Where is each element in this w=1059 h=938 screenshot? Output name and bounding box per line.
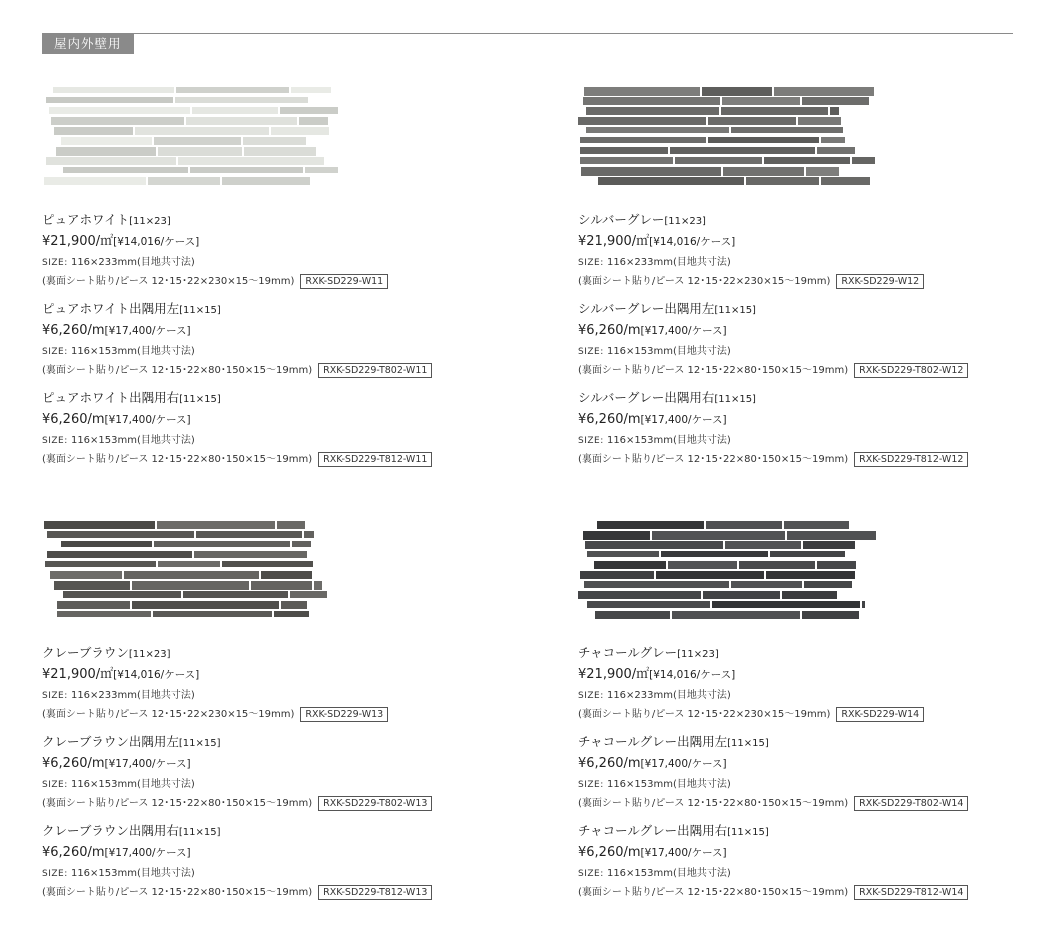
tile-strip bbox=[45, 561, 156, 567]
tile-strip bbox=[290, 591, 327, 598]
product-dim: [11×15] bbox=[178, 827, 221, 838]
tile-strip bbox=[54, 581, 130, 590]
tile-strip bbox=[585, 541, 723, 549]
product-name: シルバーグレー bbox=[578, 212, 665, 227]
size-value: 116×153mm(目地共寸法) bbox=[70, 779, 195, 790]
product-price: ¥6,260/m bbox=[578, 756, 641, 771]
tile-strip bbox=[817, 561, 856, 569]
tile-strip bbox=[766, 571, 855, 579]
product-item bbox=[42, 389, 502, 468]
product-name: ピュアホワイト出隅用左 bbox=[42, 301, 180, 316]
tile-strip bbox=[63, 591, 181, 598]
tile-strip bbox=[46, 157, 176, 165]
spec-text: (裏面シート貼り/ピース 12･15･22×80･150×15～19mm) bbox=[578, 798, 849, 809]
product-name: チャコールグレー bbox=[578, 645, 678, 660]
tile-strip bbox=[61, 541, 152, 547]
size-label: SIZE: bbox=[578, 869, 604, 879]
tile-strip bbox=[578, 591, 701, 599]
tile-strip bbox=[261, 571, 312, 579]
product-dim: [11×15] bbox=[714, 305, 756, 316]
tile-strip bbox=[583, 97, 720, 105]
product-price: ¥6,260/m bbox=[578, 323, 641, 338]
size-value: 116×153mm(目地共寸法) bbox=[70, 435, 195, 446]
tile-strip bbox=[277, 521, 305, 529]
product-code: RXK-SD229-W11 bbox=[300, 274, 388, 289]
product-item bbox=[578, 300, 1038, 379]
size-value: 116×153mm(目地共寸法) bbox=[606, 435, 731, 446]
spec-text: (裏面シート貼り/ピース 12･15･22×230×15～19mm) bbox=[578, 276, 831, 287]
product-name: シルバーグレー出隅用左 bbox=[578, 301, 715, 316]
category-label: 屋内外壁用 bbox=[42, 33, 134, 54]
tile-strip bbox=[63, 167, 188, 173]
tile-strip bbox=[774, 87, 874, 96]
tile-strip bbox=[175, 97, 308, 103]
spec-text: (裏面シート貼り/ピース 12･15･22×80･150×15～19mm) bbox=[42, 365, 313, 376]
tile-strip bbox=[852, 157, 875, 164]
tile-strip bbox=[56, 147, 156, 156]
tile-strip bbox=[598, 177, 744, 185]
tile-strip bbox=[802, 611, 859, 619]
product-dim: [11×23] bbox=[677, 649, 719, 660]
tile-strip bbox=[186, 117, 297, 125]
tile-strip bbox=[53, 87, 174, 93]
tile-strip bbox=[770, 551, 845, 557]
spec-text: (裏面シート貼り/ピース 12･15･22×230×15～19mm) bbox=[42, 709, 295, 720]
tile-strip bbox=[44, 521, 155, 529]
product-name: ピュアホワイト出隅用右 bbox=[42, 390, 180, 405]
tile-strip bbox=[154, 541, 290, 547]
tile-strip bbox=[806, 167, 839, 176]
tile-strip bbox=[764, 157, 850, 164]
size-label: SIZE: bbox=[578, 691, 604, 701]
size-value: 116×153mm(目地共寸法) bbox=[70, 868, 195, 879]
tile-strip bbox=[194, 551, 307, 558]
product-code: RXK-SD229-T812-W14 bbox=[854, 885, 968, 900]
tile-strip bbox=[803, 541, 855, 549]
tile-strip bbox=[706, 521, 782, 529]
tile-strip bbox=[708, 117, 796, 125]
product-price: ¥21,900/㎡ bbox=[42, 667, 114, 682]
product-price: ¥21,900/㎡ bbox=[578, 667, 650, 682]
tile-strip bbox=[581, 167, 721, 176]
spec-text: (裏面シート貼り/ピース 12･15･22×230×15～19mm) bbox=[42, 276, 295, 287]
tile-strip bbox=[787, 531, 876, 540]
product-item bbox=[578, 389, 1038, 468]
product-price: ¥6,260/m bbox=[42, 756, 105, 771]
product-block-clay-brown bbox=[42, 644, 502, 901]
product-dim: [11×15] bbox=[714, 394, 756, 405]
case-price: [¥17,400/ケース] bbox=[640, 414, 727, 426]
tile-strip bbox=[580, 157, 673, 164]
tile-strip bbox=[304, 531, 314, 538]
spec-text: (裏面シート貼り/ピース 12･15･22×80･150×15～19mm) bbox=[578, 454, 849, 465]
tile-strip bbox=[731, 581, 802, 588]
product-name: チャコールグレー出隅用左 bbox=[578, 734, 728, 749]
product-code: RXK-SD229-T802-W13 bbox=[318, 796, 432, 811]
tile-strip bbox=[274, 611, 309, 617]
case-price: [¥14,016/ケース] bbox=[113, 669, 200, 681]
case-price: [¥17,400/ケース] bbox=[640, 758, 727, 770]
case-price: [¥17,400/ケース] bbox=[104, 847, 191, 859]
tile-strip bbox=[192, 107, 278, 114]
spec-text: (裏面シート貼り/ピース 12･15･22×80･150×15～19mm) bbox=[578, 365, 849, 376]
size-value: 116×153mm(目地共寸法) bbox=[606, 346, 731, 357]
product-code: RXK-SD229-T802-W11 bbox=[318, 363, 432, 378]
tile-strip bbox=[46, 97, 173, 103]
tile-strip bbox=[862, 601, 865, 608]
size-label: SIZE: bbox=[578, 436, 604, 446]
tile-strip bbox=[178, 157, 324, 165]
tile-strip bbox=[190, 167, 303, 173]
tile-strip bbox=[580, 147, 668, 154]
tile-strip bbox=[584, 581, 729, 588]
tile-strip bbox=[652, 531, 785, 540]
tile-strip bbox=[158, 147, 242, 156]
product-dim: [11×23] bbox=[128, 649, 171, 660]
tile-strip bbox=[154, 137, 241, 145]
tile-strip bbox=[580, 137, 706, 143]
size-value: 116×153mm(目地共寸法) bbox=[70, 346, 195, 357]
spec-text: (裏面シート貼り/ピース 12･15･22×230×15～19mm) bbox=[578, 709, 831, 720]
size-label: SIZE: bbox=[42, 347, 68, 357]
tile-strip bbox=[280, 107, 338, 114]
product-dim: [11×15] bbox=[179, 394, 221, 405]
tile-strip bbox=[821, 177, 870, 185]
tile-strip bbox=[183, 591, 288, 598]
size-label: SIZE: bbox=[42, 869, 68, 879]
tile-strip bbox=[597, 521, 704, 529]
product-item bbox=[42, 822, 502, 901]
tile-strip bbox=[708, 137, 819, 143]
tile-strip bbox=[817, 147, 855, 154]
product-item bbox=[578, 644, 1038, 723]
tile-strip bbox=[723, 167, 804, 176]
tile-strip bbox=[47, 531, 194, 538]
product-code: RXK-SD229-W13 bbox=[300, 707, 388, 722]
product-item bbox=[42, 300, 502, 379]
tile-strip bbox=[672, 611, 800, 619]
tile-strip bbox=[61, 137, 152, 145]
tile-strip bbox=[132, 601, 279, 609]
tile-strip bbox=[595, 611, 670, 619]
product-price: ¥6,260/m bbox=[42, 412, 105, 427]
product-name: シルバーグレー出隅用右 bbox=[578, 390, 715, 405]
product-price: ¥6,260/m bbox=[578, 845, 641, 860]
tile-strip bbox=[124, 571, 259, 579]
tile-strip bbox=[49, 107, 190, 114]
size-label: SIZE: bbox=[578, 780, 604, 790]
product-block-pure-white bbox=[42, 211, 502, 468]
tile-strip bbox=[291, 87, 331, 93]
size-value: 116×153mm(目地共寸法) bbox=[606, 779, 731, 790]
tile-strip bbox=[292, 541, 311, 547]
tile-strip bbox=[586, 127, 729, 133]
tile-strip bbox=[196, 531, 302, 538]
tile-strip bbox=[314, 581, 322, 590]
tile-strip bbox=[804, 581, 852, 588]
tile-strip bbox=[281, 601, 307, 609]
tile-strip bbox=[830, 107, 839, 115]
product-item bbox=[578, 822, 1038, 901]
product-name: クレーブラウン bbox=[42, 645, 129, 660]
case-price: [¥17,400/ケース] bbox=[104, 325, 191, 337]
tile-strip bbox=[305, 167, 338, 173]
tile-strip bbox=[51, 117, 184, 125]
header-rule bbox=[42, 33, 1013, 34]
case-price: [¥14,016/ケース] bbox=[649, 669, 736, 681]
tile-strip bbox=[703, 591, 780, 599]
spec-text: (裏面シート貼り/ピース 12･15･22×80･150×15～19mm) bbox=[42, 798, 313, 809]
tile-strip bbox=[135, 127, 269, 135]
tile-swatch-silver-grey bbox=[578, 86, 878, 186]
product-price: ¥21,900/㎡ bbox=[578, 234, 650, 249]
product-name: クレーブラウン出隅用右 bbox=[42, 823, 179, 838]
size-label: SIZE: bbox=[578, 258, 604, 268]
tile-strip bbox=[50, 571, 122, 579]
tile-swatch-charcoal-grey bbox=[578, 520, 878, 620]
tile-strip bbox=[739, 561, 815, 569]
tile-strip bbox=[580, 571, 654, 579]
size-label: SIZE: bbox=[42, 780, 68, 790]
case-price: [¥17,400/ケース] bbox=[104, 758, 191, 770]
tile-strip bbox=[712, 601, 860, 608]
product-item bbox=[42, 211, 502, 290]
tile-strip bbox=[222, 177, 310, 185]
tile-strip bbox=[702, 87, 772, 96]
product-dim: [11×23] bbox=[129, 216, 171, 227]
tile-strip bbox=[668, 561, 737, 569]
tile-strip bbox=[725, 541, 801, 549]
tile-strip bbox=[802, 97, 869, 105]
product-item bbox=[578, 733, 1038, 812]
size-label: SIZE: bbox=[42, 691, 68, 701]
product-price: ¥6,260/m bbox=[42, 845, 105, 860]
product-dim: [11×23] bbox=[664, 216, 706, 227]
tile-strip bbox=[54, 127, 133, 135]
tile-swatch-clay-brown bbox=[42, 520, 342, 620]
product-code: RXK-SD229-T812-W11 bbox=[318, 452, 432, 467]
product-dim: [11×15] bbox=[178, 738, 221, 749]
tile-strip bbox=[586, 107, 719, 115]
product-dim: [11×15] bbox=[179, 305, 221, 316]
case-price: [¥17,400/ケース] bbox=[640, 847, 727, 859]
tile-strip bbox=[722, 97, 800, 105]
product-item bbox=[578, 211, 1038, 290]
size-value: 116×233mm(目地共寸法) bbox=[606, 690, 731, 701]
tile-strip bbox=[578, 117, 706, 125]
product-price: ¥6,260/m bbox=[42, 323, 105, 338]
size-label: SIZE: bbox=[42, 436, 68, 446]
product-code: RXK-SD229-W12 bbox=[836, 274, 924, 289]
tile-strip bbox=[251, 581, 312, 590]
tile-strip bbox=[44, 177, 146, 185]
tile-strip bbox=[731, 127, 843, 133]
product-block-silver-grey bbox=[578, 211, 1038, 468]
tile-strip bbox=[798, 117, 841, 125]
size-label: SIZE: bbox=[578, 347, 604, 357]
tile-strip bbox=[244, 147, 316, 156]
size-label: SIZE: bbox=[42, 258, 68, 268]
tile-strip bbox=[821, 137, 845, 143]
product-dim: [11×15] bbox=[727, 827, 769, 838]
tile-strip bbox=[661, 551, 768, 557]
product-item bbox=[42, 733, 502, 812]
case-price: [¥14,016/ケース] bbox=[113, 236, 200, 248]
tile-strip bbox=[587, 551, 659, 557]
tile-strip bbox=[656, 571, 764, 579]
tile-strip bbox=[222, 561, 313, 567]
tile-strip bbox=[587, 601, 710, 608]
product-name: チャコールグレー出隅用右 bbox=[578, 823, 728, 838]
tile-strip bbox=[243, 137, 306, 145]
product-block-charcoal-grey bbox=[578, 644, 1038, 901]
tile-strip bbox=[47, 551, 192, 558]
tile-strip bbox=[57, 601, 130, 609]
product-code: RXK-SD229-T812-W13 bbox=[318, 885, 432, 900]
case-price: [¥17,400/ケース] bbox=[104, 414, 191, 426]
tile-swatch-pure-white bbox=[42, 86, 342, 186]
tile-strip bbox=[271, 127, 329, 135]
size-value: 116×153mm(目地共寸法) bbox=[606, 868, 731, 879]
spec-text: (裏面シート貼り/ピース 12･15･22×80･150×15～19mm) bbox=[578, 887, 849, 898]
product-price: ¥6,260/m bbox=[578, 412, 641, 427]
tile-strip bbox=[721, 107, 828, 115]
tile-strip bbox=[176, 87, 289, 93]
tile-strip bbox=[670, 147, 815, 154]
tile-strip bbox=[782, 591, 837, 599]
tile-strip bbox=[675, 157, 762, 164]
spec-text: (裏面シート貼り/ピース 12･15･22×80･150×15～19mm) bbox=[42, 454, 313, 465]
tile-strip bbox=[153, 611, 272, 617]
product-price: ¥21,900/㎡ bbox=[42, 234, 114, 249]
tile-strip bbox=[57, 611, 151, 617]
spec-text: (裏面シート貼り/ピース 12･15･22×80･150×15～19mm) bbox=[42, 887, 313, 898]
tile-strip bbox=[157, 521, 275, 529]
size-value: 116×233mm(目地共寸法) bbox=[70, 690, 195, 701]
size-value: 116×233mm(目地共寸法) bbox=[70, 257, 195, 268]
product-code: RXK-SD229-W14 bbox=[836, 707, 924, 722]
tile-strip bbox=[299, 117, 328, 125]
product-code: RXK-SD229-T802-W14 bbox=[854, 796, 968, 811]
product-name: ピュアホワイト bbox=[42, 212, 130, 227]
tile-strip bbox=[594, 561, 666, 569]
tile-strip bbox=[158, 561, 220, 567]
tile-strip bbox=[584, 87, 700, 96]
tile-strip bbox=[784, 521, 849, 529]
product-code: RXK-SD229-T812-W12 bbox=[854, 452, 968, 467]
product-code: RXK-SD229-T802-W12 bbox=[854, 363, 968, 378]
product-item bbox=[42, 644, 502, 723]
product-dim: [11×15] bbox=[727, 738, 769, 749]
tile-strip bbox=[583, 531, 650, 540]
tile-strip bbox=[132, 581, 249, 590]
tile-strip bbox=[148, 177, 220, 185]
product-name: クレーブラウン出隅用左 bbox=[42, 734, 179, 749]
case-price: [¥17,400/ケース] bbox=[640, 325, 727, 337]
size-value: 116×233mm(目地共寸法) bbox=[606, 257, 731, 268]
case-price: [¥14,016/ケース] bbox=[649, 236, 736, 248]
tile-strip bbox=[746, 177, 819, 185]
